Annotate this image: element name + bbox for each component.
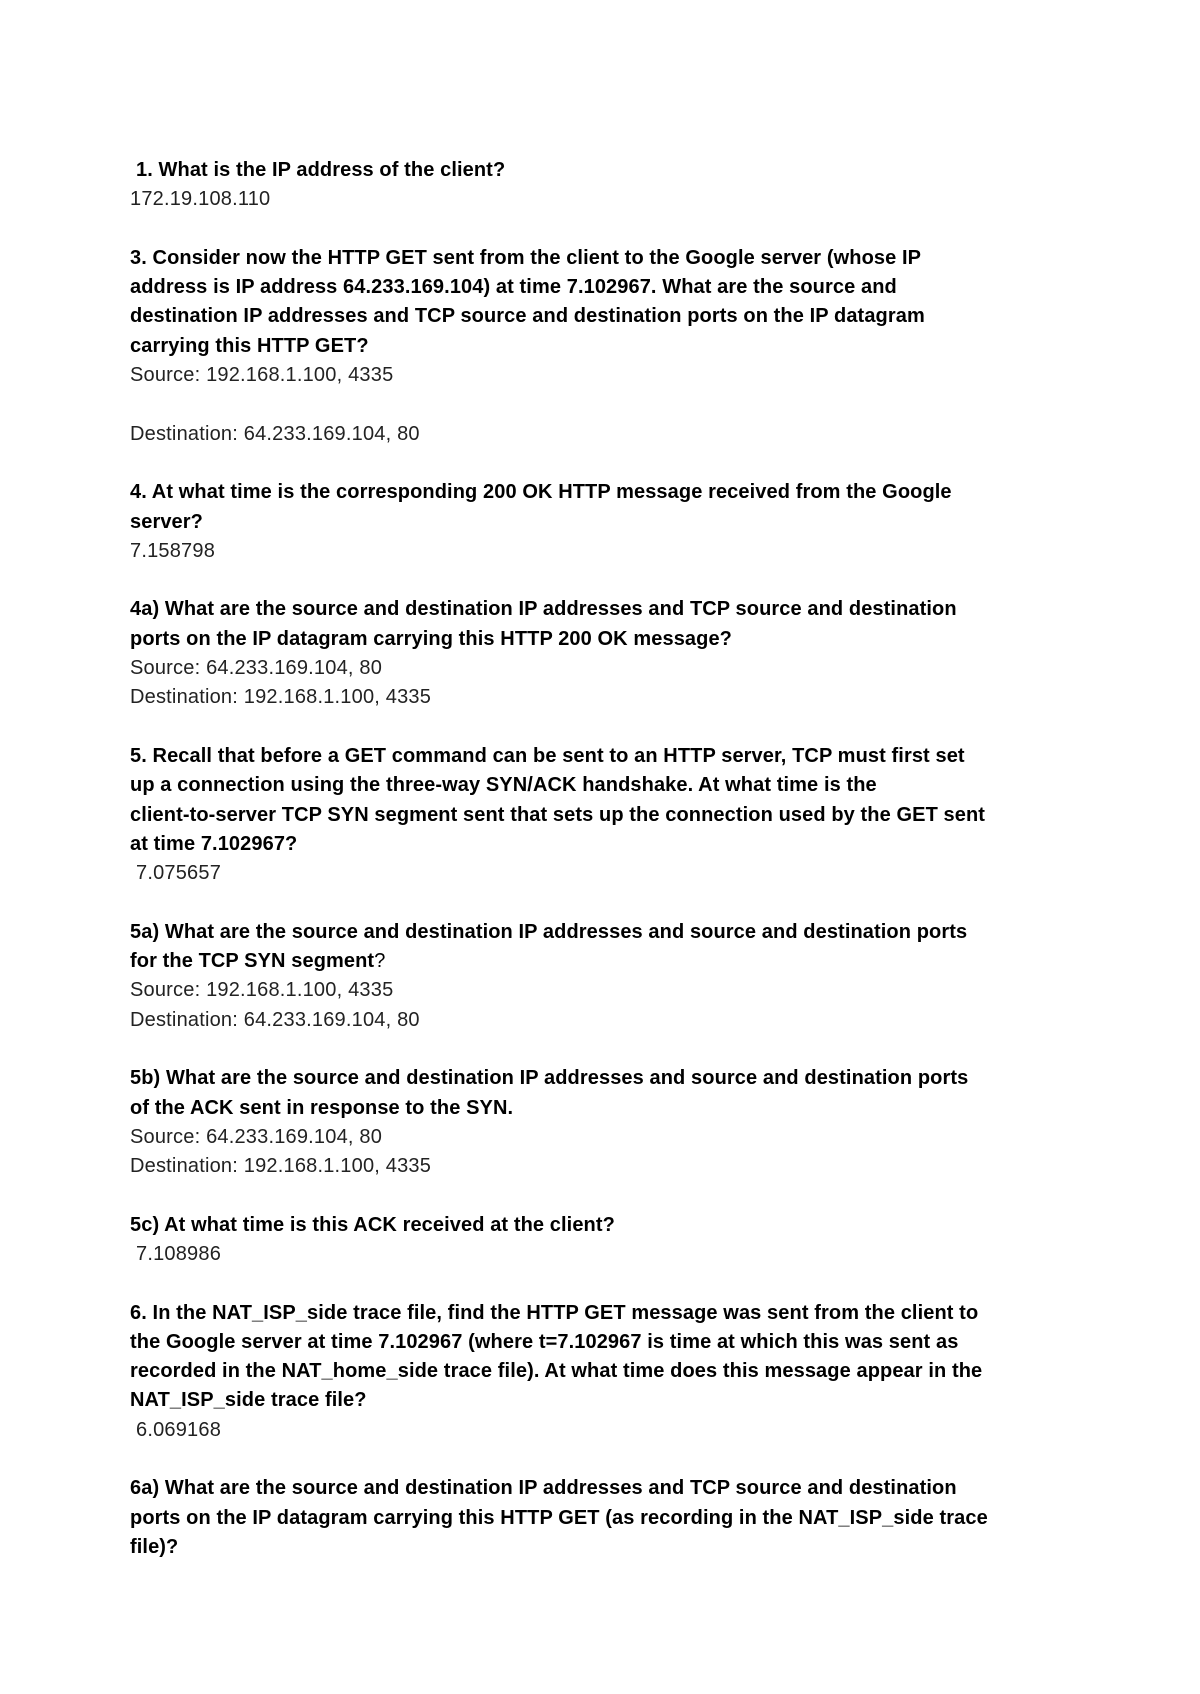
answer-6: 6.069168 bbox=[136, 1418, 222, 1441]
question-line-text: for the TCP SYN segment bbox=[130, 950, 375, 973]
answer-5b-destination: Destination: 192.168.1.100, 4335 bbox=[130, 1155, 432, 1178]
question-line: 5a) What are the source and destination IP addresses and source and destination ports bbox=[130, 920, 968, 943]
question-4 bbox=[130, 478, 1090, 537]
question-line: 4. At what time is the corresponding 200 OK HTTP message received from the Google bbox=[130, 481, 952, 504]
question-tail: ? bbox=[374, 950, 386, 973]
question-line: server? bbox=[130, 510, 203, 533]
question-line bbox=[130, 947, 1090, 976]
question-5c: 5c) At what time is this ACK received at the client? bbox=[130, 1213, 615, 1236]
answer-3-source: Source: 192.168.1.100, 4335 bbox=[130, 364, 394, 387]
question-5a bbox=[130, 918, 1090, 977]
answer-5a-source: Source: 192.168.1.100, 4335 bbox=[130, 979, 394, 1002]
question-line: 5. Recall that before a GET command can be sent to an HTTP server, TCP must first set bbox=[130, 744, 965, 767]
question-line: ports on the IP datagram carrying this HTTP 200 OK message? bbox=[130, 627, 733, 650]
answer-4a-source: Source: 64.233.169.104, 80 bbox=[130, 657, 383, 680]
question-line: at time 7.102967? bbox=[130, 832, 298, 855]
question-line: 4a) What are the source and destination IP addresses and TCP source and destination bbox=[130, 598, 957, 621]
question-line: recorded in the NAT_home_side trace file). At what time does this message appear in the bbox=[130, 1360, 983, 1383]
answer-4: 7.158798 bbox=[130, 539, 216, 562]
question-6a bbox=[130, 1474, 1090, 1562]
question-4a bbox=[130, 595, 1090, 654]
question-line: file)? bbox=[130, 1535, 179, 1558]
question-line: 3. Consider now the HTTP GET sent from the client to the Google server (whose IP bbox=[130, 246, 922, 269]
answer-5: 7.075657 bbox=[136, 862, 222, 885]
question-line: address is IP address 64.233.169.104) at time 7.102967. What are the source and bbox=[130, 276, 897, 299]
question-line: NAT_ISP_side trace file? bbox=[130, 1389, 367, 1412]
question-line: 6. In the NAT_ISP_side trace file, find the HTTP GET message was sent from the client to bbox=[130, 1301, 979, 1324]
question-line: carrying this HTTP GET? bbox=[130, 334, 369, 357]
answer-4a-destination: Destination: 192.168.1.100, 4335 bbox=[130, 686, 432, 709]
question-line: 6a) What are the source and destination IP addresses and TCP source and destination bbox=[130, 1477, 957, 1500]
question-line: of the ACK sent in response to the SYN. bbox=[130, 1096, 514, 1119]
answer-3-destination: Destination: 64.233.169.104, 80 bbox=[130, 422, 420, 445]
question-6 bbox=[130, 1299, 1090, 1416]
question-line: the Google server at time 7.102967 (where t=7.102967 is time at which this was sent as bbox=[130, 1330, 959, 1353]
question-line: ports on the IP datagram carrying this HTTP GET (as recording in the NAT_ISP_side trace bbox=[130, 1506, 988, 1529]
question-5 bbox=[130, 742, 1090, 859]
answer-5c: 7.108986 bbox=[136, 1242, 222, 1265]
question-5b bbox=[130, 1064, 1090, 1123]
question-1: 1. What is the IP address of the client? bbox=[136, 159, 506, 181]
question-3 bbox=[130, 244, 1090, 361]
document-page bbox=[130, 156, 1090, 1562]
question-line: client-to-server TCP SYN segment sent that sets up the connection used by the GET sent bbox=[130, 803, 986, 826]
question-line: destination IP addresses and TCP source and destination ports on the IP datagram bbox=[130, 305, 925, 328]
question-line: up a connection using the three-way SYN/ACK handshake. At what time is the bbox=[130, 774, 877, 797]
answer-5b-source: Source: 64.233.169.104, 80 bbox=[130, 1125, 383, 1148]
question-line: 5b) What are the source and destination IP addresses and source and destination ports bbox=[130, 1067, 969, 1090]
answer-5a-destination: Destination: 64.233.169.104, 80 bbox=[130, 1008, 420, 1031]
answer-1: 172.19.108.110 bbox=[130, 188, 271, 211]
